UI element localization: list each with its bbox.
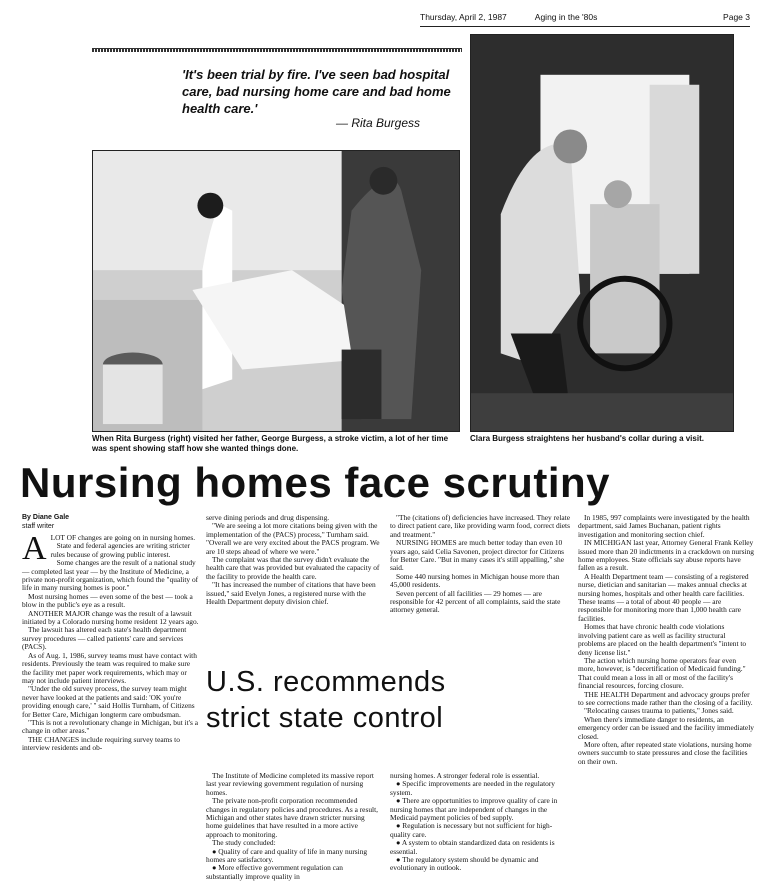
header-rule [420,26,750,27]
paragraph: The private non-profit corporation recommended changes in regulatory policies and procedures. As a result, Michigan and other states have drawn stricter nursing home guidelines that have resulted in a more active approach to monitoring. [206,796,378,839]
paragraph: "Under the old survey process, the survey team might never have looked at the patients and said: 'OK you're providing enough care,' " said Hollis Turnham, of Citizens for Better Care, Michigan longterm care ombudsman. [22,684,195,719]
paragraph: "The (citations of) deficiencies have increased. They relate to direct patient care, like providing warm food, correct diets and treatment." [390,513,571,539]
page-header [420,12,750,26]
article-column-4 [578,514,754,766]
byline-author: By Diane Gale [22,514,70,521]
paragraph: When there's immediate danger to residents, an emergency order can be issued and the facility immediately closed. [578,714,754,741]
list-item: ● Quality of care and quality of life in many nursing homes are satisfactory. [206,846,368,865]
paragraph: In 1985, 997 complaints were investigated by the health department, said James Buchanan, patient rights investigation and monitoring section chief. [578,513,750,539]
list-item: ● A system to obtain standardized data on residents is essential. [390,838,555,856]
paragraph: Most nursing homes — even some of the best — took a blow in the public's eye as a result. [22,591,193,610]
paragraph: nursing homes. A stronger federal role is essential. [390,771,540,780]
paragraph: Homes that have chronic health code violations involving patient care as well as facility structural problems are placed on the health department's "intent to deny license list." [578,622,747,657]
paragraph: "We are seeing a lot more citations being given with the implementation of the (PACS) process," Turnham said. "Overall we are very excited about the PACS program. We are 10 steps ahead of where we were." [206,521,380,556]
paragraph: The lawsuit has altered each state's health department survey procedures — called patients' care and services (PACS). [22,625,187,652]
paragraph: THE CHANGES include requiring survey teams to interview residents and ob- [22,734,180,753]
photo-caption-2: Clara Burgess straightens her husband's collar during a visit. [470,434,704,443]
byline-role: staff writer [22,522,55,530]
article-column-1 [22,530,200,753]
list-item: ● The regulatory system should be dynamic and evolutionary in outlook. [390,855,539,873]
subhead [206,664,572,736]
sidebar-column-2 [390,772,572,873]
subhead-line-1: U.S. recommends [206,666,446,698]
list-item: ● There are opportunities to improve quality of care in nursing homes that are independent of changes in the Medicaid payment policies of bed supply. [390,796,558,823]
list-item: ● Regulation is necessary but not sufficient for high-quality care. [390,821,553,839]
paragraph: serve dining periods and drug dispensing. [206,513,330,522]
paragraph: The action which nursing home operators fear even more, however, is "decertification of Medicaid funding." That could mean a loss in all or most of the facility's financial resources, forcing closure. [578,655,746,691]
sidebar-column-1 [206,772,382,881]
paragraph: More often, after repeated state violations, nursing home owners succumb to state pressures and close the facilities on their own. [578,739,752,766]
paragraph: The study concluded: [212,838,276,848]
paragraph: LOT OF changes are going on in nursing homes. [50,533,196,542]
list-item: ● Specific improvements are needed in the regulatory system. [390,779,555,797]
paragraph: The Institute of Medicine completed its massive report last year reviewing government regulation of nursing homes. [206,771,374,797]
paragraph: "This is not a revolutionary change in Michigan, but it's a change in other areas." [22,717,198,736]
paragraph: NURSING HOMES are much better today than even 10 years ago, said Celia Savonen, project director for Citizens for Better Care. "But in many cases it's still appalling," she said. [390,538,565,573]
headline: Nursing homes face scrutiny [20,459,610,506]
photo-caption-1: When Rita Burgess (right) visited her father, George Burgess, a stroke victim, a lot of her time was spent showing staff how she wanted things done. [92,434,449,453]
paragraph: THE HEALTH Department and advocacy groups prefer to see corrections made rather than the closing of a facility. [578,689,753,707]
list-item: ● More effective government regulation can substantially improve quality in [206,863,343,881]
paragraph: Some changes are the result of a national study — completed last year — by the Institute of Medicine, a private non-profit organization, which found the "quality of life in many nursing homes is poor." [22,558,199,593]
paragraph: "It has increased the number of citations that have been issued," said Evelyn Jones, a registered nurse with the Health Department deputy division chief. [206,580,376,607]
paragraph: IN MICHIGAN last year, Attorney General Frank Kelley issued more than 20 indictments in a crackdown on nursing home employees. State officials say abuse reports have fallen as a result. [578,538,754,573]
pull-quote: 'It's been trial by fire. I've seen bad hospital care, bad nursing home care and bad home health care.' [182,67,451,116]
quote-attribution: — Rita Burgess [336,116,421,130]
paragraph: Some 440 nursing homes in Michigan house more than 45,000 residents. [390,571,560,590]
article-column-2 [206,514,384,606]
paragraph: ANOTHER MAJOR change was the result of a lawsuit initiated by a Colorado nursing home resident 12 years ago. [22,608,199,627]
quote-rule [92,48,462,52]
paragraph: A Health Department team — consisting of a registered nurse, dietician and sanitarian — makes annual checks at nursing homes, hospitals and other health care facilities. These teams — a total of about 40 people — are responsible for monitoring more than 1,000 health care facilities. [578,571,749,623]
paragraph: The complaint was that the survey didn't evaluate the health care that was provided but evaluated the capacity of the facility to provide the health care. [206,555,380,581]
paragraph: "Relocating causes trauma to patients," Jones said. [584,706,734,716]
article-column-3 [390,514,572,615]
paragraph: Seven percent of all facilities — 29 homes — are responsible for 42 percent of all complaints, said the state attorney general. [390,588,561,615]
byline [22,514,197,531]
paragraph: As of Aug. 1, 1986, survey teams must have contact with residents. Previously the team was required to make sure the facility met paper work requirements, which may or may not include patient interviews. [22,650,197,685]
drop-cap: A [22,530,47,567]
paragraph: State and federal agencies are writing stricter rules because of growing public interest. [50,541,190,559]
issue-date: Thursday, April 2, 1987 [420,12,507,22]
photo-visit-father [92,150,460,432]
page-number: Page 3 [723,12,750,22]
section-name: Aging in the '80s [534,12,598,22]
subhead-line-2: strict state control [206,702,444,734]
photo-collar [470,34,734,432]
